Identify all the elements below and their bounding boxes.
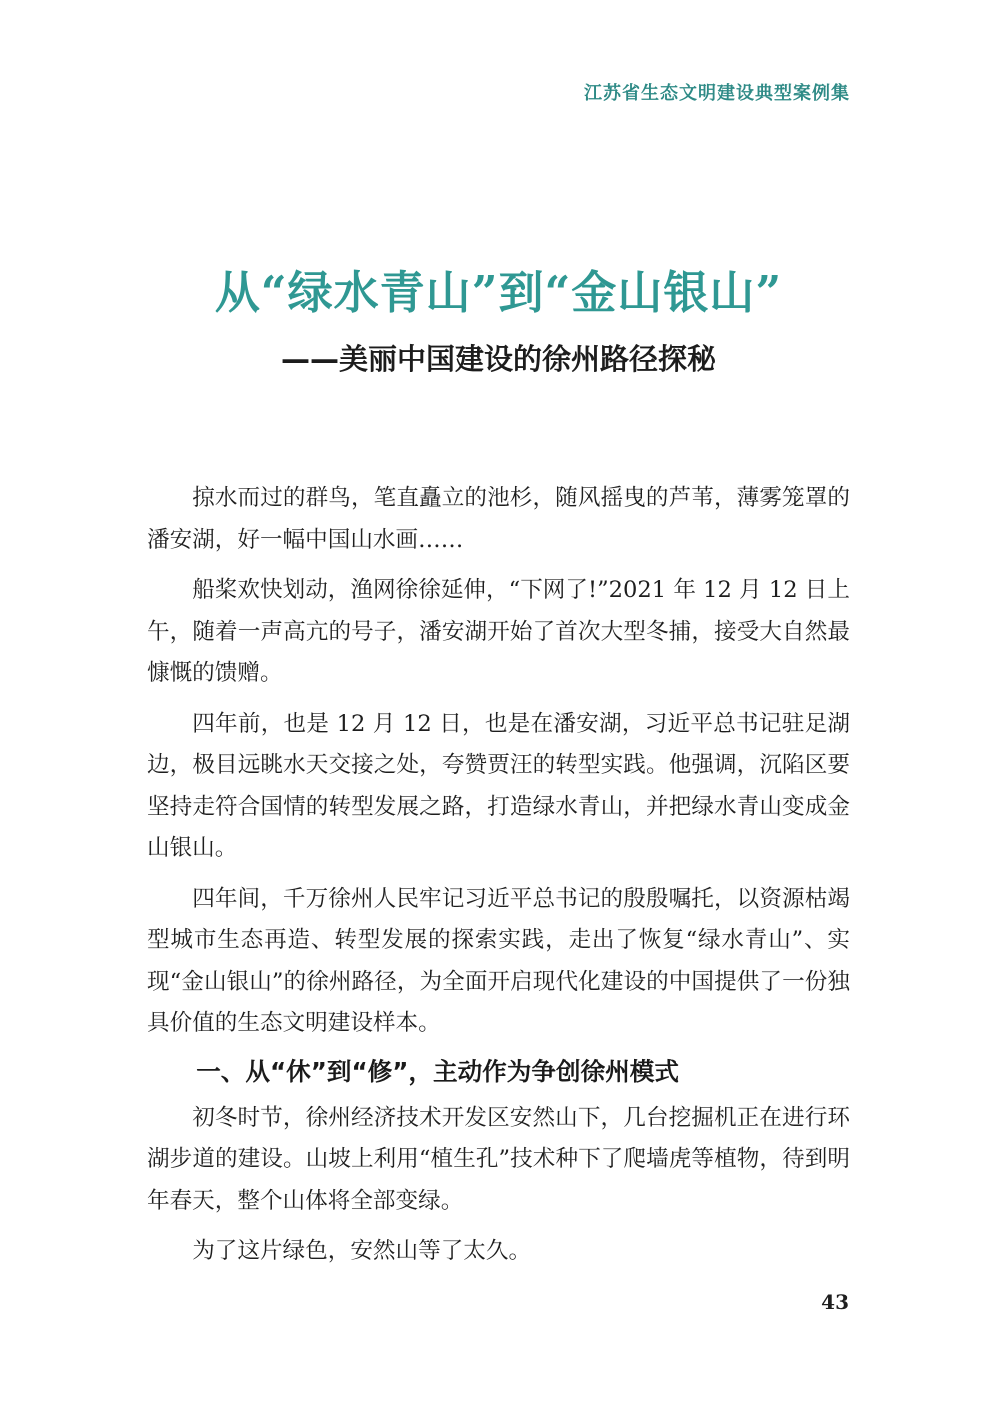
paragraph: 为了这片绿色，安然山等了太久。 xyxy=(192,1238,532,1264)
running-head: 江苏省生态文明建设典型案例集 xyxy=(584,83,850,104)
paragraph: 四年前，也是 12 月 12 日，也是在潘安湖，习近平总书记驻足湖边，极目远眺水天交接之处，夸赞贾汪的转型实践。他强调，沉陷区要坚持走符合国情的转型发展之路，打造绿水青山，并把绿水青山变成金山银山。 xyxy=(147,710,850,861)
paragraph: 船桨欢快划动，渔网徐徐延伸，“下网了!”2021 年 12 月 12 日上午，随着一声高亢的号子，潘安湖开始了首次大型冬捕，接受大自然最慷慨的馈赠。 xyxy=(147,577,850,686)
paragraph: 四年间，千万徐州人民牢记习近平总书记的殷殷嘱托，以资源枯竭型城市生态再造、转型发展的探索实践，走出了恢复“绿水青山”、实现“金山银山”的徐州路径，为全面开启现代化建设的中国提供了一份独具价值的生态文明建设样本。 xyxy=(147,885,850,1036)
section-heading: 一、从“休”到“修”，主动作为争创徐州模式 xyxy=(196,1056,679,1086)
page-number: 43 xyxy=(821,1290,849,1314)
article-subtitle: ——美丽中国建设的徐州路径探秘 xyxy=(280,342,716,376)
paragraph: 初冬时节，徐州经济技术开发区安然山下，几台挖掘机正在进行环湖步道的建设。山坡上利用“植生孔”技术种下了爬墙虎等植物，待到明年春天，整个山体将全部变绿。 xyxy=(147,1104,850,1214)
article-title: 从“绿水青山”到“金山银山” xyxy=(214,266,783,319)
paragraph: 掠水而过的群鸟，笔直矗立的池杉，随风摇曳的芦苇，薄雾笼罩的潘安湖，好一幅中国山水画…… xyxy=(147,485,850,553)
article-body xyxy=(147,478,850,1282)
